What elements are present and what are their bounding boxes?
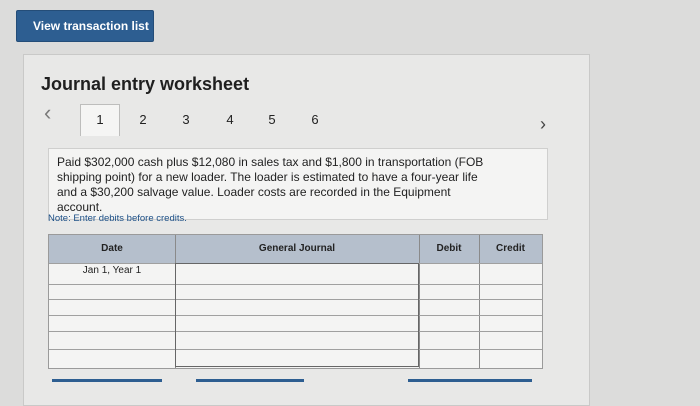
header-general-journal: General Journal (258, 243, 336, 254)
view-transaction-list-button[interactable]: View transaction list (16, 10, 154, 42)
general-journal-input[interactable] (175, 263, 419, 367)
note-text: Note: Enter debits before credits. (48, 213, 187, 224)
tab-4[interactable]: 4 (226, 112, 234, 127)
header-debit: Debit (436, 243, 462, 254)
chevron-left-icon[interactable]: ‹ (44, 100, 52, 125)
tab-2[interactable]: 2 (139, 112, 147, 127)
journal-table (48, 234, 543, 369)
scroll-indicator (52, 379, 162, 382)
scroll-indicator (408, 379, 532, 382)
tab-6[interactable]: 6 (311, 112, 319, 127)
tab-1[interactable]: 1 (80, 104, 120, 136)
tab-5[interactable]: 5 (268, 112, 276, 127)
tab-3[interactable]: 3 (182, 112, 190, 127)
chevron-right-icon[interactable]: › (540, 114, 546, 134)
scroll-indicator (196, 379, 304, 382)
header-date: Date (101, 243, 123, 254)
date-cell: Jan 1, Year 1 (82, 265, 142, 276)
page-title: Journal entry worksheet (41, 74, 250, 94)
header-credit: Credit (496, 243, 525, 254)
transaction-description: Paid $302,000 cash plus $12,080 in sales tax and $1,800 in transportation (FOB shipping point) for a new loader. The loader is estimated to have a four-year life and a $30,200 salvage value. Loader costs are recorded in the Equipment account. (57, 155, 484, 214)
